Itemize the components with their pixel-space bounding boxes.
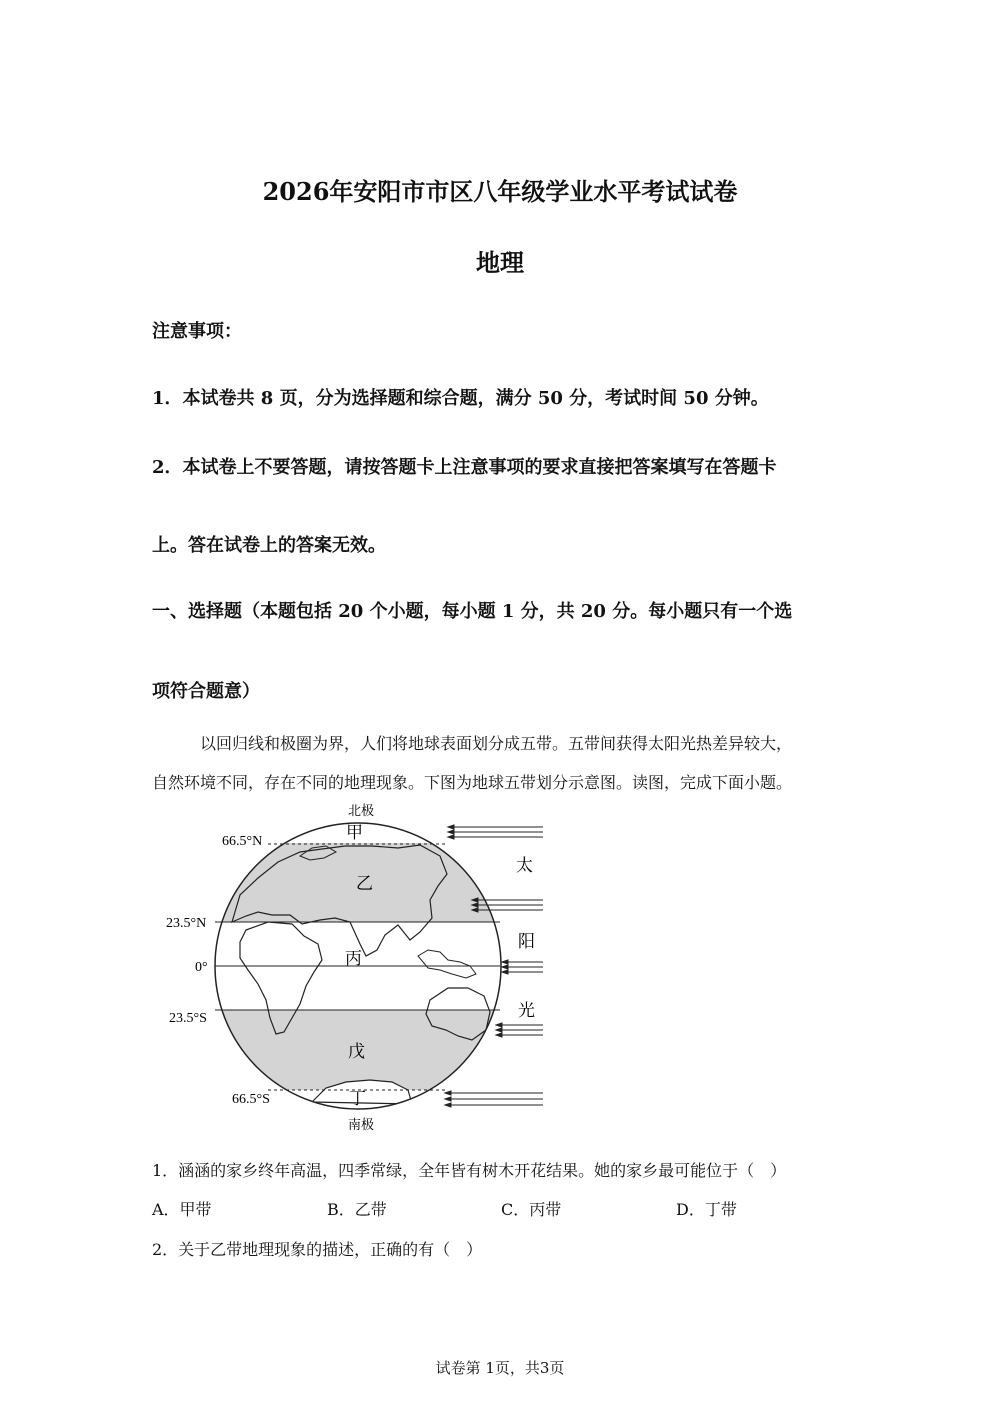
question-1-option-a[interactable]: A．甲带: [152, 1200, 212, 1219]
lat-0-label: 0°: [195, 960, 208, 975]
ray-group-2: [472, 898, 543, 912]
zone-wu-label: 戊: [348, 1042, 365, 1061]
question-1-option-d[interactable]: D．丁带: [676, 1200, 737, 1219]
ray-group-1: [448, 825, 543, 839]
question-1-option-c[interactable]: C．丙带: [501, 1200, 562, 1219]
zone-jia-label: 甲: [346, 823, 363, 842]
south-pole-label: 南极: [347, 1117, 375, 1132]
zone-ding-label: 丁: [349, 1089, 366, 1108]
question-1-stem: 1．涵涵的家乡终年高温，四季常绿，全年皆有树木开花结果。她的家乡最可能位于（ ）: [152, 1161, 787, 1180]
lat-23s-label: 23.5°S: [169, 1011, 207, 1026]
north-pole-label: 北极: [347, 803, 375, 818]
notice-heading: 注意事项：: [152, 321, 242, 342]
exam-title: 2026年安阳市市区八年级学业水平考试试卷: [262, 177, 738, 206]
ray-group-3: [502, 960, 543, 974]
section-heading-line-1: 一、选择题（本题包括 20 个小题，每小题 1 分，共 20 分。每小题只有一个选: [152, 601, 793, 622]
sunlight-label-2: 阳: [518, 932, 535, 951]
lat-23n-label: 23.5°N: [166, 916, 207, 931]
passage-line-2: 自然环境不同，存在不同的地理现象。下图为地球五带划分示意图。读图，完成下面小题。: [152, 773, 793, 792]
notice-item-1: 1．本试卷共 8 页，分为选择题和综合题，满分 50 分，考试时间 50 分钟。: [152, 388, 769, 409]
notice-item-2-line-1: 2．本试卷上不要答题，请按答题卡上注意事项的要求直接把答案填写在答题卡: [152, 457, 777, 478]
question-2-stem: 2．关于乙带地理现象的描述，正确的有（ ）: [152, 1240, 483, 1259]
zone-bing-label: 丙: [345, 949, 362, 968]
question-1-option-b[interactable]: B．乙带: [327, 1200, 387, 1219]
ray-group-5: [445, 1091, 543, 1107]
passage-line-1: 以回归线和极圈为界，人们将地球表面划分成五带。五带间获得太阳光热差异较大，: [200, 734, 793, 753]
lat-66n-label: 66.5°N: [222, 834, 263, 849]
sunlight-label-3: 光: [518, 1001, 535, 1020]
sunlight-label-1: 太: [516, 856, 533, 875]
zone-yi-label: 乙: [356, 874, 373, 893]
notice-item-2-line-2: 上。答在试卷上的答案无效。: [152, 535, 386, 556]
exam-subject: 地理: [476, 248, 524, 277]
section-heading-line-2: 项符合题意）: [152, 681, 260, 702]
ray-group-4: [496, 1023, 543, 1037]
page-footer: 试卷第 1页，共3页: [435, 1359, 565, 1377]
lat-66s-label: 66.5°S: [232, 1092, 270, 1107]
